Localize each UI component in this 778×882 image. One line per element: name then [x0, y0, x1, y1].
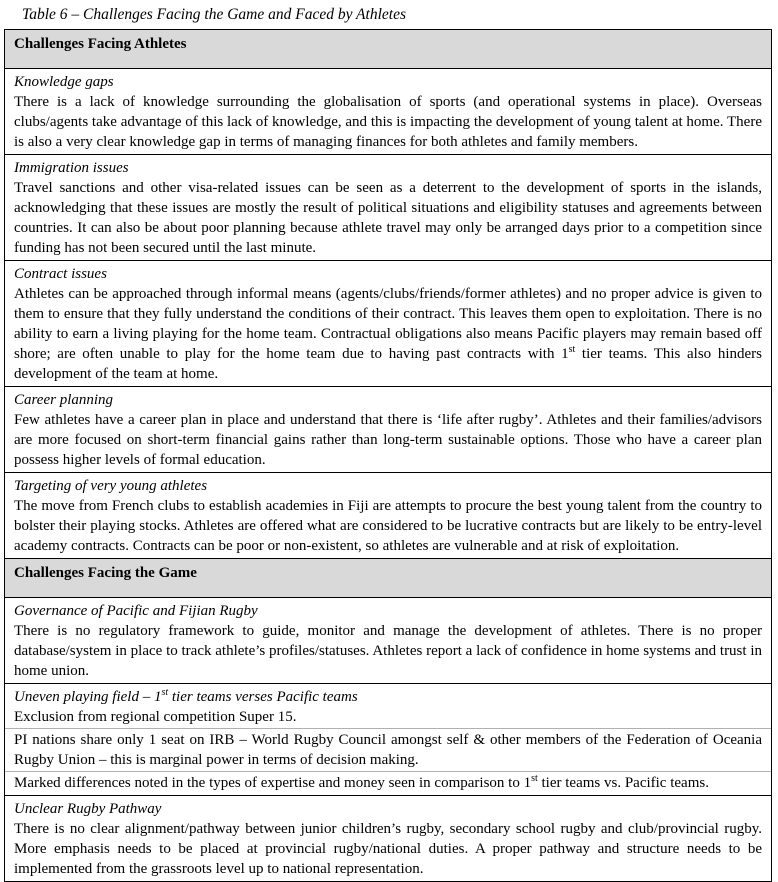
entry-cell [5, 69, 772, 155]
entry-paragraph: The move from French clubs to establish academies in Fiji are attempts to procure the best young talent from the country to bolster their playing stocks. Athletes are offered what are considered to be lucrative contracts but are likely to be entry-level academy contracts. Contracts can be poor or non-existent, so athletes are vulnerable and at risk of exploitation. [14, 498, 762, 554]
entry-heading: Governance of Pacific and Fijian Rugby [14, 603, 258, 619]
entry-paragraph: There is no regulatory framework to guide, monitor and manage the development of athletes. There is no proper database/system in place to track athlete’s profiles/statuses. Athletes report a lack of confidence in home systems and trust in home union. [14, 623, 762, 679]
entry-paragraph: There is a lack of knowledge surrounding the globalisation of sports (and operational systems in place). Overseas clubs/agents take advantage of this lack of knowledge, and this is impacting the development of young talent at home. There is also a very clear knowledge gap in terms of managing finances for both athletes and family members. [14, 94, 762, 150]
entry-cell [5, 155, 772, 261]
entry-cell [5, 261, 772, 387]
entry-row [5, 155, 772, 261]
entry-row [5, 69, 772, 155]
section-band-cell [5, 559, 772, 598]
section-band-row [5, 30, 772, 69]
challenges-table-body [5, 30, 772, 882]
entry-paragraph: Few athletes have a career plan in place and understand that there is ‘life after rugby’. Athletes and their families/advisors are more focused on short-term financial gains rather than long-term sustainable options. Those who have a career plan possess higher levels of formal education. [14, 412, 762, 468]
entry-row [5, 261, 772, 387]
entry-cell [5, 796, 772, 882]
entry-cell [5, 473, 772, 559]
entry-row [5, 387, 772, 473]
entry-row [5, 473, 772, 559]
entry-sub-row: Marked differences noted in the types of expertise and money seen in comparison to 1st tier teams vs. Pacific teams. [5, 771, 771, 793]
entry-heading: Knowledge gaps [14, 74, 114, 90]
section-band-row [5, 559, 772, 598]
section-band-label: Challenges Facing the Game [14, 565, 197, 581]
table-caption: Table 6 – Challenges Facing the Game and Faced by Athletes [22, 6, 406, 23]
challenges-table [4, 29, 772, 882]
entry-heading: Unclear Rugby Pathway [14, 801, 162, 817]
section-band-cell [5, 30, 772, 69]
entry-row [5, 796, 772, 882]
entry-cell [5, 387, 772, 473]
section-band-label: Challenges Facing Athletes [14, 36, 187, 52]
entry-paragraph: Athletes can be approached through informal means (agents/clubs/friends/former athletes) and no proper advice is given to them to ensure that they fully understand the conditions of their contract. This leaves them open to exploitation. There is no ability to earn a living playing for the home team. Contractual obligations also means Pacific players may remain based off shore; are often unable to play for the home team due to having past contracts with 1st tier teams. This also hinders development of the team at home. [14, 286, 762, 382]
entry-row [5, 598, 772, 684]
entry-heading: Uneven playing field – 1st tier teams verses Pacific teams [14, 687, 358, 705]
entry-paragraph: There is no clear alignment/pathway between junior children’s rugby, secondary school rugby and club/provincial rugby. More emphasis needs to be placed at provincial rugby/national duties. A proper pathway and structure needs to be implemented from the grassroots level up to national representation. [14, 821, 762, 877]
entry-sub-row: PI nations share only 1 seat on IRB – World Rugby Council amongst self & other members of the Federation of Oceania Rugby Union – this is marginal power in terms of decision making. [5, 728, 771, 770]
entry-paragraph: Travel sanctions and other visa-related issues can be seen as a deterrent to the development of sports in the islands, acknowledging that these issues are mostly the result of political situations and eligibility statuses and agreements between countries. It can also be about poor planning because athlete travel may only be arranged days prior to a competition since funding has not been secured until the last minute. [14, 180, 762, 256]
entry-heading: Immigration issues [14, 160, 129, 176]
entry-paragraph: Exclusion from regional competition Super 15. [14, 709, 297, 725]
entry-heading: Career planning [14, 392, 114, 408]
entry-cell [5, 598, 772, 684]
entry-heading: Contract issues [14, 266, 107, 282]
entry-heading: Targeting of very young athletes [14, 478, 208, 494]
